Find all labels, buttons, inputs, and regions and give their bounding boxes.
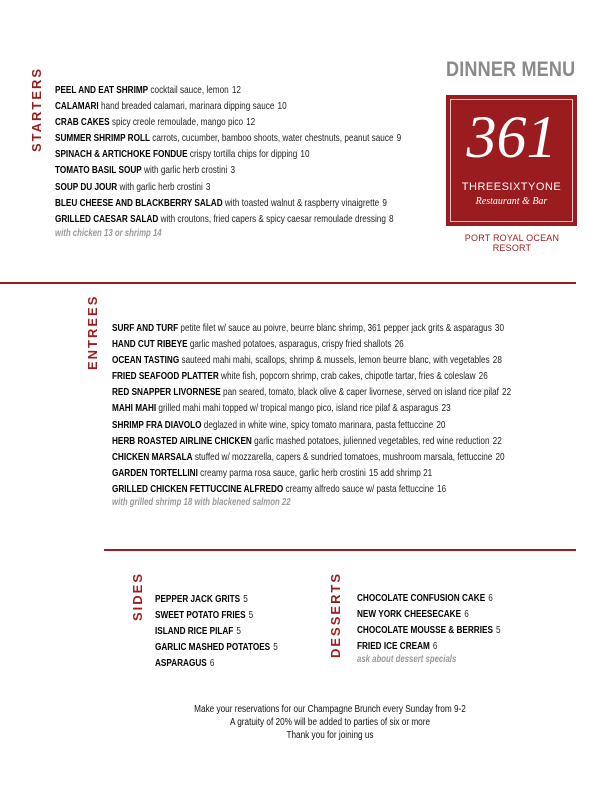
menu-item-price: 15 add shrimp 21 xyxy=(368,466,433,479)
menu-item-price: 6 xyxy=(432,640,438,653)
menu-item xyxy=(155,591,295,607)
menu-item-price: 5 xyxy=(248,609,254,622)
menu-item-name: FRIED SEAFOOD PLATTER xyxy=(112,370,219,383)
menu-item-description: with toasted walnut & raspberry vinaigrette xyxy=(224,196,380,209)
menu-item xyxy=(357,622,529,638)
menu-item xyxy=(112,368,488,384)
divider-rule xyxy=(104,549,576,551)
menu-item xyxy=(112,417,479,433)
menu-item-name: CALAMARI xyxy=(55,100,99,113)
footer-thanks-line: Thank you for joining us xyxy=(286,730,374,741)
menu-item xyxy=(55,179,383,195)
menu-item-name: PEEL AND EAT SHRIMP xyxy=(55,84,149,96)
menu-item-price: 6 xyxy=(488,592,493,604)
desserts-note: ask about dessert specials xyxy=(357,654,457,665)
divider-rule xyxy=(0,282,576,284)
menu-item-price: 26 xyxy=(394,338,404,351)
menu-item-name: ASPARAGUS xyxy=(155,657,207,670)
menu-item-price: 23 xyxy=(441,402,451,415)
menu-item-name: SURF AND TURF xyxy=(112,322,179,334)
menu-item-name: GRILLED CHICKEN FETTUCCINE ALFREDO xyxy=(112,482,284,495)
menu-item-price: 22 xyxy=(492,434,502,447)
menu-item xyxy=(55,98,383,114)
menu-item-price: 20 xyxy=(495,450,505,463)
sides-list xyxy=(155,591,335,671)
menu-item-description: crispy tortilla chips for dipping xyxy=(189,148,298,161)
starters-list xyxy=(55,82,475,227)
menu-item-name: HAND CUT RIBEYE xyxy=(112,338,188,351)
menu-item-name: CHICKEN MARSALA xyxy=(112,450,193,463)
menu-item-price: 10 xyxy=(277,100,287,113)
menu-item xyxy=(357,638,529,654)
entrees-list xyxy=(112,320,582,497)
menu-item-price: 8 xyxy=(389,212,394,225)
menu-item-price: 20 xyxy=(436,418,446,431)
menu-item xyxy=(357,606,529,622)
menu-item-name: FRIED ICE CREAM xyxy=(357,640,430,653)
menu-item xyxy=(112,481,479,497)
menu-item-description: carrots, cucumber, bamboo shoots, water chestnuts, peanut sauce xyxy=(152,132,394,145)
desserts-list xyxy=(357,590,577,654)
menu-item-description: with garlic herb crostini xyxy=(144,164,228,177)
menu-item xyxy=(112,449,505,465)
menu-item-price: 5 xyxy=(236,625,241,638)
menu-item-price: 5 xyxy=(273,641,278,654)
menu-item-name: CHOCOLATE CONFUSION CAKE xyxy=(357,592,486,604)
section-label-desserts: DESSERTS xyxy=(328,571,343,658)
menu-item-name: NEW YORK CHEESECAKE xyxy=(357,608,462,621)
menu-item-price: 3 xyxy=(205,180,211,193)
menu-item-name: HERB ROASTED AIRLINE CHICKEN xyxy=(112,434,252,447)
menu-item-name: GARLIC MASHED POTATOES xyxy=(155,641,271,654)
menu-item-price: 9 xyxy=(396,132,402,145)
menu-footer xyxy=(150,703,510,742)
menu-item-name: RED SNAPPER LIVORNESE xyxy=(112,386,221,399)
menu-item-name: CRAB CAKES xyxy=(55,116,110,129)
menu-item-name: SHRIMP FRA DIAVOLO xyxy=(112,418,202,431)
menu-item xyxy=(357,590,529,606)
menu-item-description: creamy alfredo sauce w/ pasta fettuccine xyxy=(285,482,434,495)
resort-tagline: PORT ROYAL OCEAN RESORT xyxy=(464,233,560,253)
menu-item-description: with croutons, fried capers & spicy caesar remoulade dressing xyxy=(160,212,386,225)
menu-item-name: CHOCOLATE MOUSSE & BERRIES xyxy=(357,624,493,637)
menu-item-name: BLEU CHEESE AND BLACKBERRY SALAD xyxy=(55,196,223,209)
menu-item-name: SUMMER SHRIMP ROLL xyxy=(55,132,150,145)
menu-item xyxy=(55,82,383,98)
menu-item xyxy=(55,114,383,130)
logo-number: 361 xyxy=(466,104,557,170)
menu-item xyxy=(155,623,295,639)
menu-item xyxy=(55,162,383,178)
section-label-sides: SIDES xyxy=(130,571,145,621)
footer-brunch-line: Make your reservations for our Champagne Brunch every Sunday from 9-2 xyxy=(194,704,466,715)
section-label-starters: STARTERS xyxy=(29,66,44,152)
menu-item xyxy=(112,433,502,449)
menu-item-description: with garlic herb crostini xyxy=(119,180,203,193)
menu-item xyxy=(112,320,505,336)
menu-item xyxy=(112,400,479,416)
menu-item-name: PEPPER JACK GRITS xyxy=(155,593,241,605)
menu-item-name: SOUP DU JOUR xyxy=(55,180,118,193)
menu-item xyxy=(155,607,295,623)
menu-item-price: 12 xyxy=(231,84,241,96)
menu-item-description: cocktail sauce, lemon xyxy=(150,84,229,96)
menu-item-description: sauteed mahi mahi, scallops, shrimp & mussels, lemon beurre blanc, with vegetables xyxy=(181,354,490,367)
menu-item-price: 9 xyxy=(382,196,387,209)
menu-item xyxy=(155,639,295,655)
menu-item-price: 10 xyxy=(300,148,310,161)
menu-item-name: GRILLED CAESAR SALAD xyxy=(55,212,159,225)
starters-note: with chicken 13 or shrimp 14 xyxy=(55,228,162,239)
menu-item xyxy=(55,211,394,227)
menu-item-description: hand breaded calamari, marinara dipping sauce xyxy=(100,100,275,113)
menu-item-description: petite filet w/ sauce au poivre, beurre blanc shrimp, 361 pepper jack grits & asparagus xyxy=(180,322,492,334)
section-label-entrees: ENTREES xyxy=(85,294,100,370)
menu-item-description: grilled mahi mahi topped w/ tropical mango pico, island rice pilaf & asparagus xyxy=(158,402,439,415)
menu-item xyxy=(112,384,512,400)
menu-item xyxy=(112,465,479,481)
menu-item xyxy=(55,146,383,162)
menu-item-price: 30 xyxy=(494,322,505,334)
footer-gratuity-line: A gratuity of 20% will be added to parties of six or more xyxy=(229,717,431,728)
menu-item-name: SWEET POTATO FRIES xyxy=(155,609,246,622)
menu-item-description: creamy parma rosa sauce, garlic herb crostini xyxy=(200,466,366,479)
menu-item xyxy=(55,130,402,146)
menu-item-name: OCEAN TASTING xyxy=(112,354,180,367)
menu-title: DINNER MENU xyxy=(446,58,576,81)
logo-subtitle: Restaurant & Bar xyxy=(475,196,548,207)
menu-item-price: 12 xyxy=(246,116,256,129)
menu-item-description: pan seared, tomato, black olive & caper livornese, served on island rice pilaf xyxy=(223,386,499,399)
menu-item-description: spicy creole remoulade, mango pico xyxy=(111,116,244,129)
menu-item-description: white fish, popcorn shrimp, crab cakes, chipotle tartar, fries & coleslaw xyxy=(221,370,476,383)
menu-item-name: MAHI MAHI xyxy=(112,402,157,415)
menu-item-name: TOMATO BASIL SOUP xyxy=(55,164,142,177)
menu-item xyxy=(112,352,502,368)
menu-item-description: stuffed w/ mozzarella, capers & sundried tomatoes, mushroom marsala, fettuccine xyxy=(194,450,493,463)
menu-item xyxy=(112,336,479,352)
logo-name: THREESIXTYONE xyxy=(461,181,562,193)
menu-item-description: deglazed in white wine, spicy tomato marinara, pasta fettuccine xyxy=(203,418,434,431)
menu-item-price: 26 xyxy=(478,370,488,383)
menu-item-name: ISLAND RICE PILAF xyxy=(155,625,234,638)
menu-item xyxy=(155,655,295,671)
menu-item-description: garlic mashed potatoes, julienned vegetables, red wine reduction xyxy=(254,434,490,447)
menu-item xyxy=(55,195,387,211)
menu-item-price: 5 xyxy=(496,624,501,637)
menu-item-price: 5 xyxy=(243,593,248,605)
menu-item-description: garlic mashed potatoes, asparagus, crispy fried shallots xyxy=(189,338,392,351)
menu-item-name: GARDEN TORTELLINI xyxy=(112,466,198,479)
menu-item-price: 6 xyxy=(464,608,469,621)
menu-item-price: 6 xyxy=(209,657,215,670)
menu-item-price: 28 xyxy=(492,354,502,367)
menu-item-price: 22 xyxy=(502,386,512,399)
menu-item-price: 3 xyxy=(230,164,236,177)
menu-item-price: 16 xyxy=(437,482,447,495)
menu-item-name: SPINACH & ARTICHOKE FONDUE xyxy=(55,148,188,161)
entrees-note: with grilled shrimp 18 with blackened salmon 22 xyxy=(112,497,291,508)
